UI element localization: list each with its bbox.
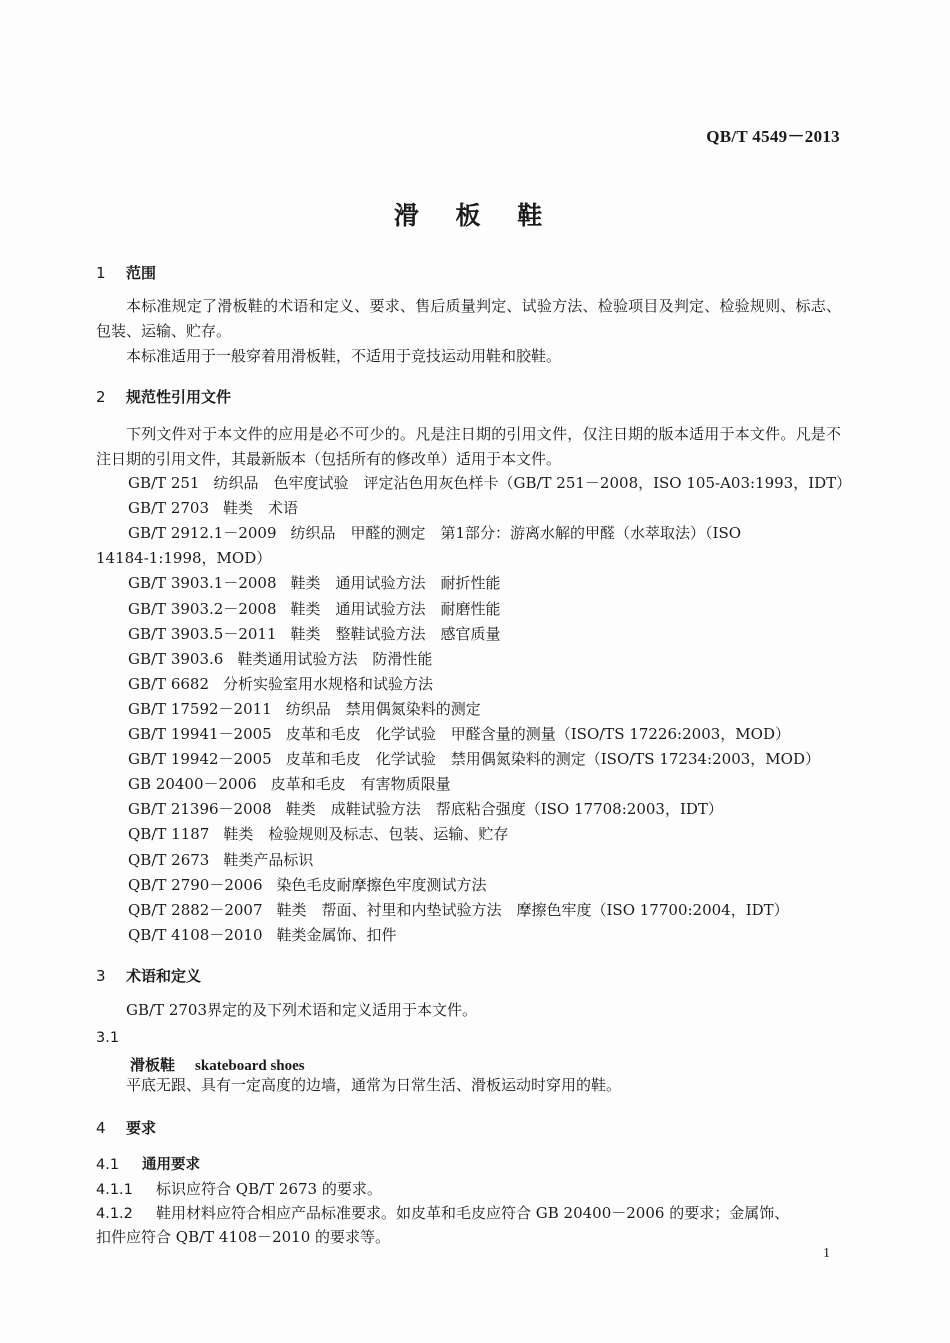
reference-title: 鞋类 检验规则及标志、包装、运输、贮存 [223,825,509,844]
reference-item [128,723,790,744]
section-heading-terms [96,965,201,986]
section-heading-requirements [96,1117,156,1138]
references-intro-paragraph: 下列文件对于本文件的应用是必不可少的。凡是注日期的引用文件，仅注日期的版本适用于本文件。凡是不注日期的引用文件，其最新版本（包括所有的修改单）适用于本文件。 [96,425,841,468]
reference-code: GB/T 3903.1－2008 [128,574,277,593]
reference-code: QB/T 2882－2007 [128,900,263,919]
section-title: 规范性引用文件 [126,388,232,406]
reference-title: 纺织品 色牢度试验 评定沾色用灰色样卡（GB/T 251－2008，ISO 105-A03:1993，IDT） [213,474,852,492]
clause-number: 4.1.1 [96,1182,133,1198]
clause-number: 4.1.2 [96,1206,133,1222]
reference-code: GB/T 251 [128,474,200,492]
reference-item [128,497,298,518]
reference-title: 鞋类通用试验方法 防滑性能 [237,649,433,668]
reference-item [128,698,481,719]
reference-title: 鞋类 整鞋试验方法 感官质量 [290,624,501,643]
subsection-number-3-1: 3.1 [96,1030,120,1046]
reference-item [128,648,432,669]
reference-item [128,924,397,945]
subsection-title: 通用要求 [142,1157,200,1173]
section-number: 4 [96,1119,106,1137]
section-number: 3 [96,967,106,985]
reference-title: 分析实验室用水规格和试验方法 [223,674,434,693]
reference-title: 鞋类 帮面、衬里和内垫试验方法 摩擦色牢度（ISO 17700:2004，IDT） [276,900,789,919]
term-entry [130,1054,305,1075]
scope-paragraph-2: 本标准适用于一般穿着用滑板鞋，不适用于竞技运动用鞋和胶鞋。 [126,347,562,365]
standard-code: QB/T 4549－2013 [706,127,840,146]
reference-title: 鞋类 成鞋试验方法 帮底粘合强度（ISO 17708:2003，IDT） [285,800,723,819]
term-definition: 平底无跟、具有一定高度的边墙，通常为日常生活、滑板运动时穿用的鞋。 [126,1076,622,1094]
reference-code: GB/T 19942－2005 [128,750,272,769]
reference-item [128,673,433,694]
reference-title: 皮革和毛皮 化学试验 甲醛含量的测量（ISO/TS 17226:2003，MOD） [285,725,790,743]
subsection-number: 4.1 [96,1157,120,1173]
term-chinese: 滑板鞋 [130,1056,176,1074]
reference-title: 鞋类金属饰、扣件 [276,925,397,944]
reference-item [128,773,451,794]
reference-title: 染色毛皮耐摩擦色牢度测试方法 [276,875,487,894]
reference-title: 纺织品 禁用偶氮染料的测定 [285,699,481,718]
reference-item [128,874,487,895]
reference-code: GB/T 3903.2－2008 [128,599,277,618]
section-title: 术语和定义 [126,967,202,985]
reference-item [128,522,741,543]
reference-item [128,798,723,819]
reference-code: QB/T 4108－2010 [128,925,263,944]
subsection-4-1 [96,1153,200,1174]
reference-title: 鞋类产品标识 [223,850,314,869]
reference-title: 鞋类 通用试验方法 耐折性能 [290,574,501,593]
clause-4-1-2 [96,1202,789,1223]
reference-title: 皮革和毛皮 化学试验 禁用偶氮染料的测定（ISO/TS 17234:2003，MOD） [285,750,820,769]
reference-code: GB/T 19941－2005 [128,725,272,743]
section-number: 2 [96,388,106,406]
reference-code: QB/T 2673 [128,850,210,869]
clause-4-1-1 [96,1178,382,1199]
reference-title: 皮革和毛皮 有害物质限量 [270,775,451,794]
clause-4-1-2-continued: 扣件应符合 QB/T 4108－2010 的要求等。 [96,1228,391,1246]
reference-item [128,598,501,619]
section-number: 1 [96,264,106,282]
reference-code: GB/T 6682 [128,674,210,693]
reference-code: GB/T 3903.5－2011 [128,624,277,643]
reference-title: 鞋类 通用试验方法 耐磨性能 [290,599,501,618]
reference-item [96,547,271,568]
reference-item [128,472,851,493]
page-number: 1 [823,1246,830,1261]
clause-text: 鞋用材料应符合相应产品标准要求。如皮革和毛皮应符合 GB 20400－2006 的要求；金属饰、 [156,1204,790,1222]
reference-code: QB/T 1187 [128,825,210,844]
reference-code: GB/T 3903.6 [128,649,224,668]
clause-text: 标识应符合 QB/T 2673 的要求。 [156,1180,382,1198]
scope-paragraph-1: 本标准规定了滑板鞋的术语和定义、要求、售后质量判定、试验方法、检验项目及判定、检验规则、标志、包装、运输、贮存。 [96,297,841,340]
section-title: 范围 [126,264,157,282]
term-english: skateboard shoes [195,1058,305,1074]
reference-item [128,572,501,593]
section-title: 要求 [126,1119,157,1137]
reference-code: GB/T 2912.1－2009 [128,524,277,543]
reference-item [128,849,313,870]
reference-title: 14184-1:1998，MOD） [96,549,272,568]
terms-intro-paragraph: GB/T 2703界定的及下列术语和定义适用于本文件。 [126,1001,478,1019]
reference-item [128,748,820,769]
reference-code: QB/T 2790－2006 [128,875,263,894]
document-title: 滑 板 鞋 [393,201,557,230]
reference-code: GB/T 2703 [128,499,210,518]
reference-item [128,899,789,920]
reference-title: 鞋类 术语 [223,499,299,518]
reference-code: GB/T 17592－2011 [128,699,272,718]
reference-code: GB 20400－2006 [128,775,257,794]
section-heading-scope [96,262,156,283]
section-heading-normative-references [96,386,231,407]
reference-title: 纺织品 甲醛的测定 第1部分：游离水解的甲醛（水萃取法）（ISO [290,524,742,543]
reference-item [128,823,508,844]
reference-item [128,623,501,644]
reference-code: GB/T 21396－2008 [128,800,272,819]
